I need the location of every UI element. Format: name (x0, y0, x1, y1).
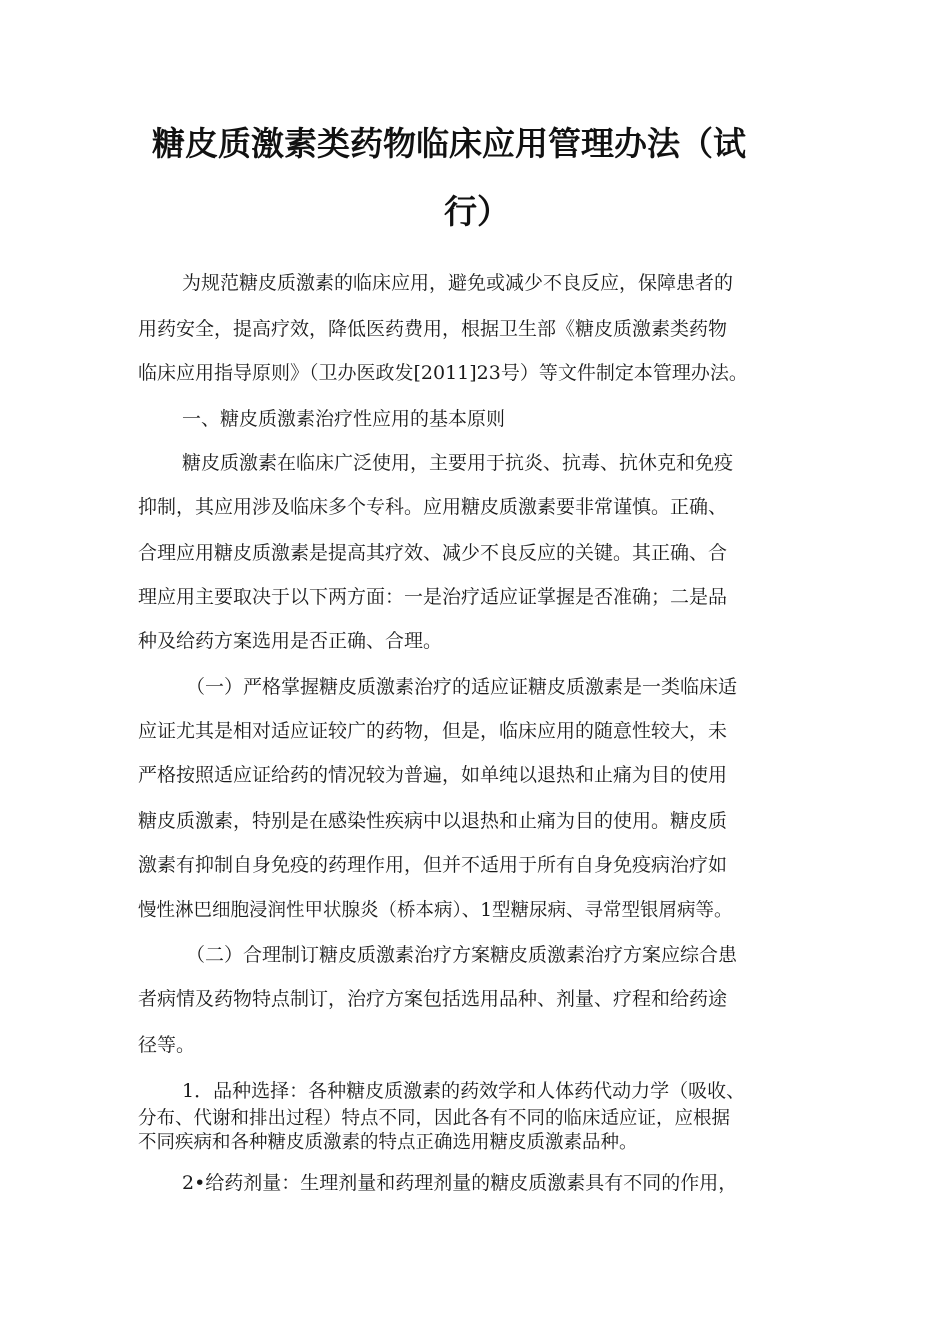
document-title-line-1: 糖皮质激素类药物临床应用管理办法（试 (152, 124, 746, 163)
paragraph-line: 糖皮质激素，特别是在感染性疾病中以退热和止痛为目的使用。糖皮质 (138, 810, 728, 832)
paragraph-line: 理应用主要取决于以下两方面：一是治疗适应证掌握是否准确；二是品 (138, 586, 728, 608)
paragraph-line: 者病情及药物特点制订，治疗方案包括选用品种、剂量、疗程和给药途 (138, 988, 728, 1010)
paragraph-line: 径等。 (138, 1034, 196, 1056)
subsection-line: （一）严格掌握糖皮质激素治疗的适应证糖皮质激素是一类临床适 (186, 676, 738, 698)
paragraph-line: 慢性淋巴细胞浸润性甲状腺炎（桥本病）、1型糖尿病、寻常型银屑病等。 (138, 900, 733, 921)
paragraph-line: 激素有抑制自身免疫的药理作用，但并不适用于所有自身免疫病治疗如 (138, 854, 728, 876)
paragraph-line: 合理应用糖皮质激素是提高其疗效、减少不良反应的关键。其正确、合 (138, 542, 728, 564)
subsection-line: （二）合理制订糖皮质激素治疗方案糖皮质激素治疗方案应综合患 (186, 944, 738, 966)
paragraph-line: 抑制，其应用涉及临床多个专科。应用糖皮质激素要非常谨慎。正确、 (138, 496, 728, 518)
paragraph-line: 分布、代谢和排出过程）特点不同，因此各有不同的临床适应证，应根据 (138, 1108, 731, 1129)
document-title-line-2: 行） (444, 192, 510, 231)
paragraph-line: 种及给药方案选用是否正确、合理。 (138, 630, 443, 652)
paragraph-line: 应证尤其是相对适应证较广的药物，但是，临床应用的随意性较大，未 (138, 720, 728, 742)
paragraph-line: 不同疾病和各种糖皮质激素的特点正确选用糖皮质激素品种。 (138, 1132, 638, 1153)
paragraph-line: 糖皮质激素在临床广泛使用，主要用于抗炎、抗毒、抗休克和免疫 (182, 452, 734, 474)
numbered-item-line: 2•给药剂量：生理剂量和药理剂量的糖皮质激素具有不同的作用， (182, 1172, 738, 1194)
numbered-item-line: 1．品种选择：各种糖皮质激素的药效学和人体药代动力学（吸收、 (182, 1080, 746, 1102)
paragraph-line: 严格按照适应证给药的情况较为普遍，如单纯以退热和止痛为目的使用 (138, 764, 728, 786)
paragraph-line: 用药安全，提高疗效，降低医药费用，根据卫生部《糖皮质激素类药物 (138, 318, 728, 340)
paragraph-line: 临床应用指导原则》（卫办医政发[2011]23号）等文件制定本管理办法。 (138, 362, 748, 384)
paragraph-line: 为规范糖皮质激素的临床应用，避免或减少不良反应，保障患者的 (182, 272, 734, 294)
section-heading: 一、糖皮质激素治疗性应用的基本原则 (182, 408, 506, 430)
